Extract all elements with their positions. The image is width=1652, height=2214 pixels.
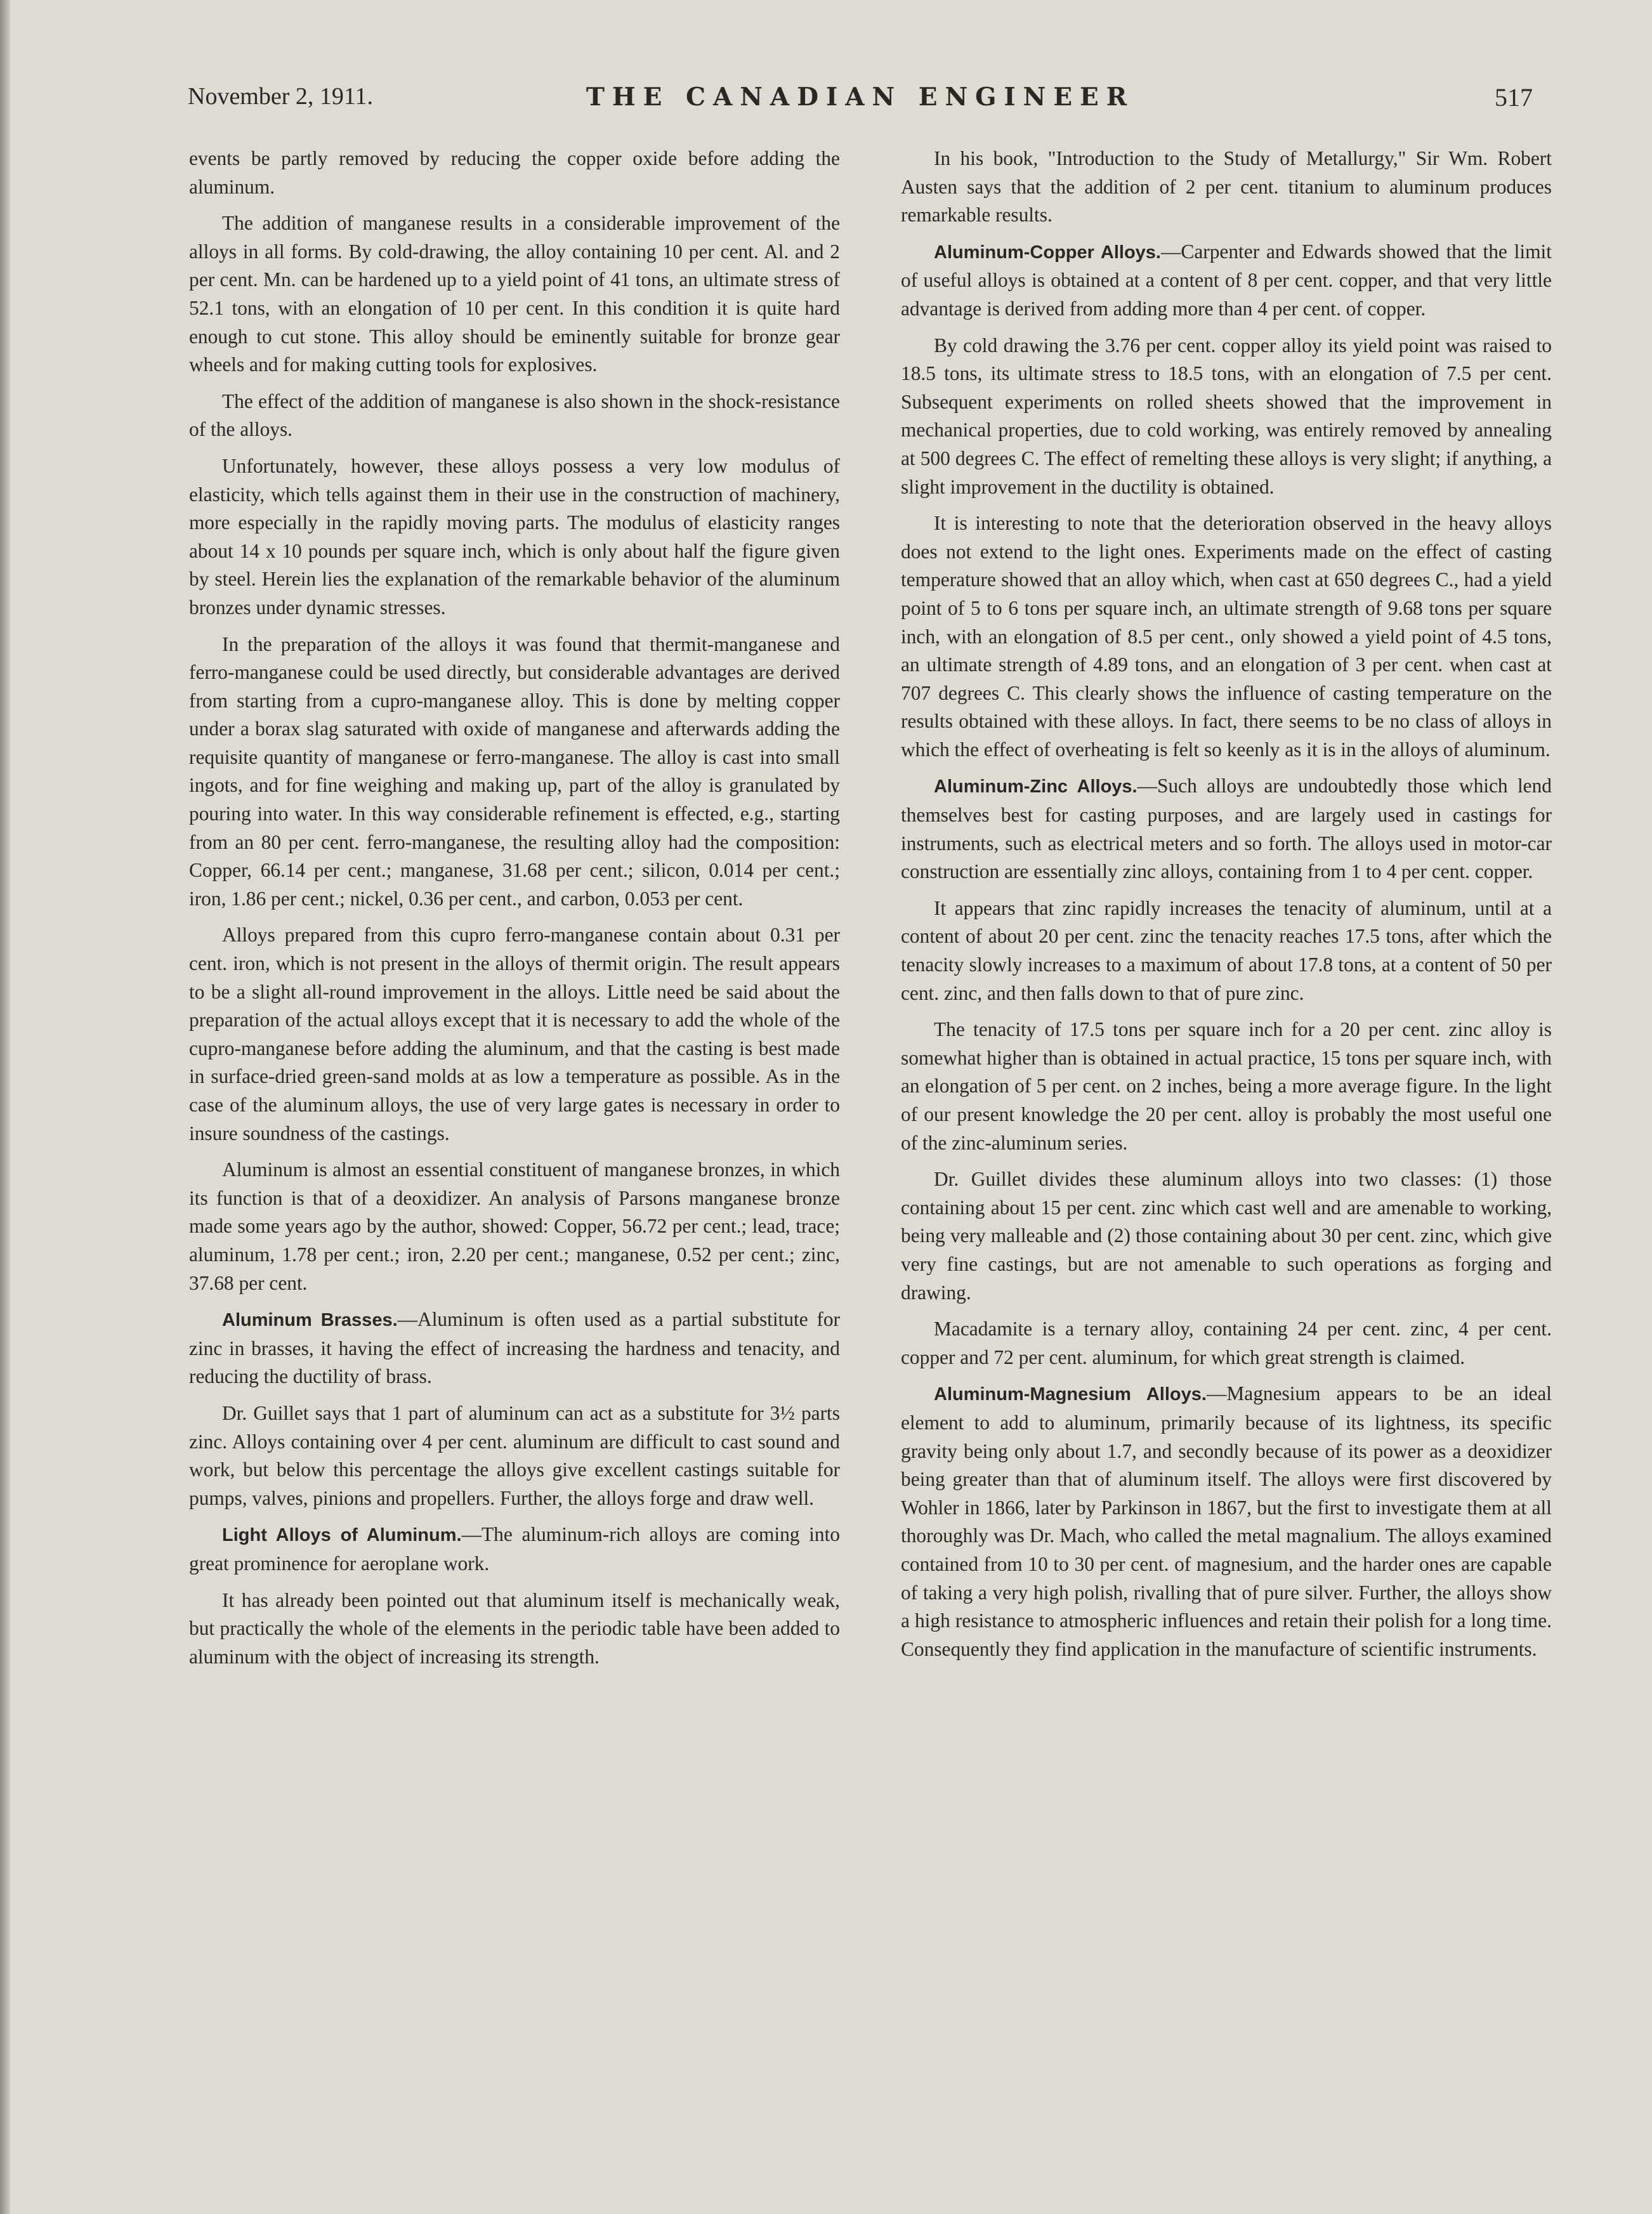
paragraph-text: Dr. Guillet says that 1 part of aluminum can act as a substitute for 3½ parts zinc. Alloys containing over 4 per cent. aluminum are difficult to cast sound and work, but below this percentage the alloys give excellent castings suitable for pumps, valves, pinions and propellers. Further, the alloys forge and draw well. xyxy=(189,1401,840,1509)
paragraph-text: It is interesting to note that the deterioration observed in the heavy alloys does not extend to the light ones. Experiments made on the effect of casting temperature showed that an alloy which, when cast at 650 degrees C., had a yield point of 5 to 6 tons per square inch, an ultimate strength of 9.68 tons per square inch, with an elongation of 8.5 per cent., only showed a yield point of 4.5 tons, an ultimate strength of 4.89 tons, and an elongation of 3 per cent. when cast at 707 degrees C. This clearly shows the influence of casting temperature on the results obtained with these alloys. In fact, there seems to be no class of alloys in which the effect of overheating is felt so keenly as it is in the alloys of aluminum. xyxy=(901,512,1552,761)
paragraph-text: In his book, "Introduction to the Study of Metallurgy," Sir Wm. Robert Austen says that the addition of 2 per cent. titanium to aluminum produces remarkable results. xyxy=(901,147,1552,226)
paragraph xyxy=(189,145,840,201)
paragraph-text: Dr. Guillet divides these aluminum alloys into two classes: (1) those containing about 15 per cent. zinc which cast well and are amenable to working, being very malleable and (2) those containing about 30 per cent. zinc, which give very fine castings, but are not amenable to such operations as forging and drawing. xyxy=(901,1168,1552,1304)
paragraph xyxy=(189,1587,840,1672)
paragraph-text: Alloys prepared from this cupro ferro-manganese contain about 0.31 per cent. iron, which is not present in the alloys of thermit origin. The result appears to be a slight all-round improvement in the alloys. Little need be said about the preparation of the actual alloys except that it is necessary to add the whole of the cupro-manganese before adding the aluminum, and that the casting is best made in surface-dried green-sand molds at as low a temperature as possible. As in the case of the aluminum alloys, the use of very large gates is necessary in order to insure soundness of the castings. xyxy=(189,924,840,1144)
running-header xyxy=(188,82,1533,123)
paragraph-text: It has already been pointed out that aluminum itself is mechanically weak, but practically the whole of the elements in the periodic table have been added to aluminum with the object of increasing its strength. xyxy=(189,1588,840,1668)
paragraph-text: Macadamite is a ternary alloy, containing 24 per cent. zinc, 4 per cent. copper and 72 per cent. aluminum, for which great strength is claimed. xyxy=(901,1318,1552,1368)
paragraph xyxy=(901,1315,1552,1372)
left-column xyxy=(189,145,840,1679)
right-column xyxy=(901,145,1552,1672)
issue-date: November 2, 1911. xyxy=(188,83,373,110)
paragraph xyxy=(189,1521,840,1578)
paragraph xyxy=(189,209,840,379)
paragraph xyxy=(189,1156,840,1297)
paragraph xyxy=(901,238,1552,324)
paragraph xyxy=(189,452,840,622)
paragraph xyxy=(901,894,1552,1007)
section-heading: Aluminum-Magnesium Alloys. xyxy=(934,1384,1207,1405)
paragraph xyxy=(189,1306,840,1391)
paragraph-text: By cold drawing the 3.76 per cent. copper alloy its yield point was raised to 18.5 tons, its ultimate stress to 18.5 tons, with an elongation of 7.5 per cent. Subsequent experiments on rolled sheets showed that the improvement in mechanical properties, due to cold working, was entirely removed by annealing at 500 degrees C. The effect of remelting these alloys is very slight; if anything, a slight improvement in the ductility is obtained. xyxy=(901,334,1552,498)
paragraph xyxy=(901,772,1552,886)
paragraph-text: The tenacity of 17.5 tons per square inch for a 20 per cent. zinc alloy is somewhat higher than is obtained in actual practice, 15 tons per square inch, with an elongation of 5 per cent. on 2 inches, being a more average figure. In the light of our present knowledge the 20 per cent. alloy is probably the most useful one of the zinc-aluminum series. xyxy=(901,1018,1552,1154)
paragraph-text: —The aluminum-rich alloys are coming into great prominence for aeroplane work. xyxy=(189,1523,840,1575)
paragraph-text: Unfortunately, however, these alloys possess a very low modulus of elasticity, which tells against them in their use in the construction of machinery, more especially in the rapidly moving parts. The modulus of elasticity ranges about 14 x 10 pounds per square inch, which is only about half the figure given by steel. Herein lies the explanation of the remarkable behavior of the aluminum bronzes under dynamic stresses. xyxy=(189,454,840,619)
page-binding-edge xyxy=(0,0,10,2214)
paragraph-text: It appears that zinc rapidly increases the tenacity of aluminum, until at a content of about 20 per cent. zinc the tenacity reaches 17.5 tons, after which the tenacity slowly increases to a maximum of about 17.8 tons, at a content of 50 per cent. zinc, and then falls down to that of pure zinc. xyxy=(901,896,1552,1004)
paragraph-text: —Aluminum is often used as a partial substitute for zinc in brasses, it having the effect of increasing the hardness and tenacity, and reducing the ductility of brass. xyxy=(189,1308,841,1388)
paragraph xyxy=(901,1380,1552,1663)
paragraph xyxy=(189,921,840,1148)
paragraph xyxy=(901,1016,1552,1157)
paragraph-text: —Magnesium appears to be an ideal element to add to aluminum, primarily because of its lightness, its specific gravity being only about 1.7, and secondly because of its power as a deoxidizer being greater than that of aluminum itself. The alloys were first discovered by Wohler in 1866, later by Parkinson in 1867, but the first to investigate them at all thoroughly was Dr. Mach, who called the metal magnalium. The alloys examined contained from 10 to 30 per cent. of magnesium, and the harder ones are capable of taking a very high polish, rivalling that of pure silver. Further, the alloys show a high resistance to atmospheric influences and retain their polish for a long time. Consequently they find application in the manufacture of scientific instruments. xyxy=(901,1382,1552,1660)
paragraph xyxy=(901,1165,1552,1307)
journal-title: THE CANADIAN ENGINEER xyxy=(586,82,1135,112)
section-heading: Aluminum-Zinc Alloys. xyxy=(934,776,1137,797)
section-heading: Aluminum-Copper Alloys. xyxy=(934,242,1161,263)
paragraph xyxy=(189,1399,840,1512)
paragraph-text: The effect of the addition of manganese is also shown in the shock-resistance of the alloys. xyxy=(189,390,840,441)
paragraph-text: —Such alloys are undoubtedly those which lend themselves best for casting purposes, and are largely used in castings for instruments, such as electrical meters and so forth. The alloys used in motor-car construction are essentially zinc alloys, containing from 1 to 4 per cent. copper. xyxy=(901,775,1552,883)
paragraph-text: events be partly removed by reducing the copper oxide before adding the aluminum. xyxy=(189,147,840,198)
paragraph xyxy=(901,145,1552,230)
paragraph xyxy=(901,509,1552,764)
paragraph xyxy=(901,332,1552,502)
paragraph xyxy=(189,388,840,444)
section-heading: Aluminum Brasses. xyxy=(222,1310,398,1331)
paragraph-text: In the preparation of the alloys it was found that thermit-manganese and ferro-manganese could be used directly, but considerable advantages are derived from starting from a cupro-manganese alloy. This is done by melting copper under a borax slag saturated with oxide of manganese and afterwards adding the requisite quantity of manganese or ferro-manganese. The alloy is cast into small ingots, and for fine weighing and making up, part of the alloy is granulated by pouring into water. In this way considerable refinement is effected, e.g., starting from an 80 per cent. ferro-manganese, the resulting alloy had the composition: Copper, 66.14 per cent.; manganese, 31.68 per cent.; silicon, 0.014 per cent.; iron, 1.86 per cent.; nickel, 0.36 per cent., and carbon, 0.053 per cent. xyxy=(189,632,840,910)
paragraph-text: Aluminum is almost an essential constituent of manganese bronzes, in which its function is that of a deoxidizer. An analysis of Parsons manganese bronze made some years ago by the author, showed: Copper, 56.72 per cent.; lead, trace; aluminum, 1.78 per cent.; iron, 2.20 per cent.; manganese, 0.52 per cent.; zinc, 37.68 per cent. xyxy=(189,1158,840,1294)
paragraph-text: The addition of manganese results in a considerable improvement of the alloys in all forms. By cold-drawing, the alloy containing 10 per cent. Al. and 2 per cent. Mn. can be hardened up to a yield point of 41 tons, an ultimate stress of 52.1 tons, with an elongation of 10 per cent. In this condition it is quite hard enough to cut stone. This alloy should be eminently suitable for bronze gear wheels and for making cutting tools for explosives. xyxy=(189,212,840,376)
paragraph xyxy=(189,631,840,914)
page-number: 517 xyxy=(1495,83,1533,112)
paragraph-text: —Carpenter and Edwards showed that the limit of useful alloys is obtained at a content of 8 per cent. copper, and that very little advantage is derived from adding more than 4 per cent. of copper. xyxy=(901,240,1552,320)
section-heading: Light Alloys of Aluminum. xyxy=(222,1525,462,1546)
